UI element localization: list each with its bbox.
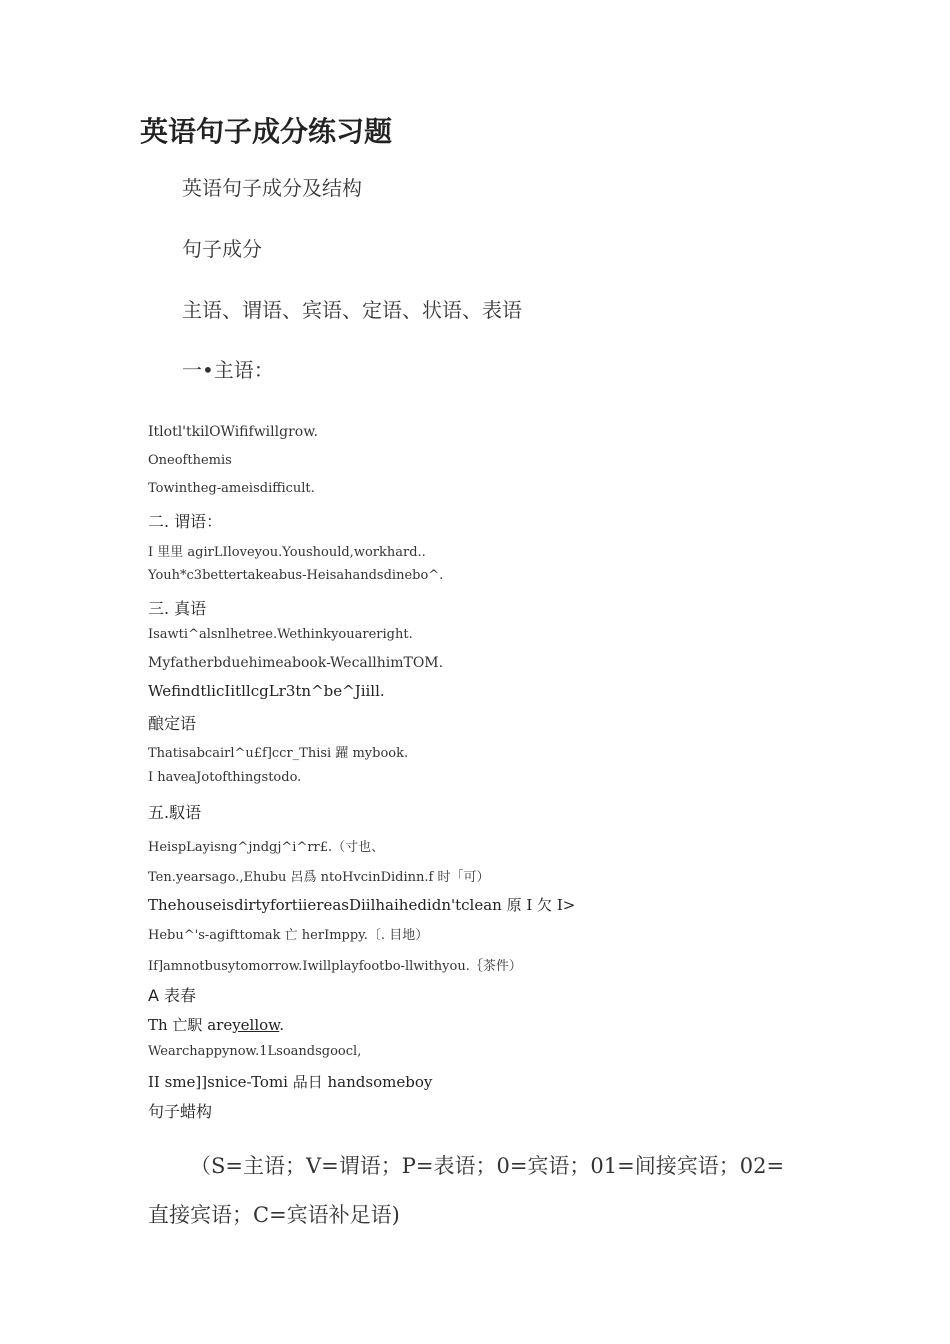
example-line: II sme]]snice-Tomi 品日 handsomeboy — [148, 1073, 433, 1091]
document-title: 英语句子成分练习题 — [140, 115, 393, 148]
section-structure-heading: 句子蜡构 — [148, 1102, 213, 1121]
example-line: Oneofthemis — [148, 453, 232, 468]
example-line: HeispLayisng^jndgj^i^rr£.（寸也、 — [148, 840, 385, 855]
example-line: Ten.yearsago.,Ehubu 呂爲 ntoHvcinDidinn.f 时「可） — [148, 870, 490, 885]
section-object-heading: 三. 真语 — [148, 599, 207, 618]
example-line: If]amnotbusytomorrow.Iwillplayfootbo-llwithyou.｛茶件） — [148, 959, 522, 974]
components-list: 主语、谓语、宾语、定语、状语、表语 — [182, 298, 522, 322]
example-line: Towintheg-ameisdifficult. — [148, 481, 315, 496]
legend-line-2: 直接宾语；C=宾语补足语) — [148, 1203, 400, 1227]
section-predicate-heading: 二. 谓语： — [148, 512, 223, 531]
example-line: Isawti^alsnlhetree.Wethinkyouareright. — [148, 627, 413, 642]
section-subject-heading: 一•主语： — [182, 358, 274, 382]
example-line: Wearchappynow.1Lsoandsgoocl, — [148, 1044, 362, 1059]
example-line: Itlotl'tkilOWififwillgrow. — [148, 424, 318, 440]
heading-sentence-components: 句子成分 — [182, 237, 262, 261]
example-line: WefindtlicIitllcgLr3tn^be^Jiill. — [148, 682, 385, 700]
example-line: Thatisabcairl^u£f]ccr_Thisi 躍 mybook. — [148, 746, 409, 761]
example-line: Myfatherbduehimeabook-WecallhimTOM. — [148, 655, 444, 671]
section-predicative-heading: A 表春 — [148, 986, 197, 1005]
example-line — [148, 1014, 284, 1035]
example-line: I 里里 agirLIloveyou.Youshould,workhard.. — [148, 545, 426, 560]
example-line: I haveaJotofthingstodo. — [148, 770, 302, 785]
example-text: Th 亡駅 are — [148, 1016, 233, 1034]
legend-line-1: （S=主语；V=谓语；P=表语；0=宾语；01=间接宾语；02= — [190, 1154, 785, 1178]
example-line: ThehouseisdirtyfortiiereasDiilhaihedidn'tclean 原 I 欠 I> — [148, 896, 576, 914]
section-attribute-heading: 酿定语 — [148, 714, 197, 733]
example-line: Hebu^'s-agifttomak 亡 herImppy.〔. 目地） — [148, 928, 429, 943]
example-text: . — [279, 1016, 285, 1034]
underlined-word: yellow — [232, 1016, 280, 1034]
example-line: Youh*c3bettertakeabus-Heisahandsdinebo^. — [148, 568, 444, 583]
subtitle: 英语句子成分及结构 — [182, 176, 362, 200]
section-adverbial-heading: 五.馭语 — [148, 803, 202, 822]
